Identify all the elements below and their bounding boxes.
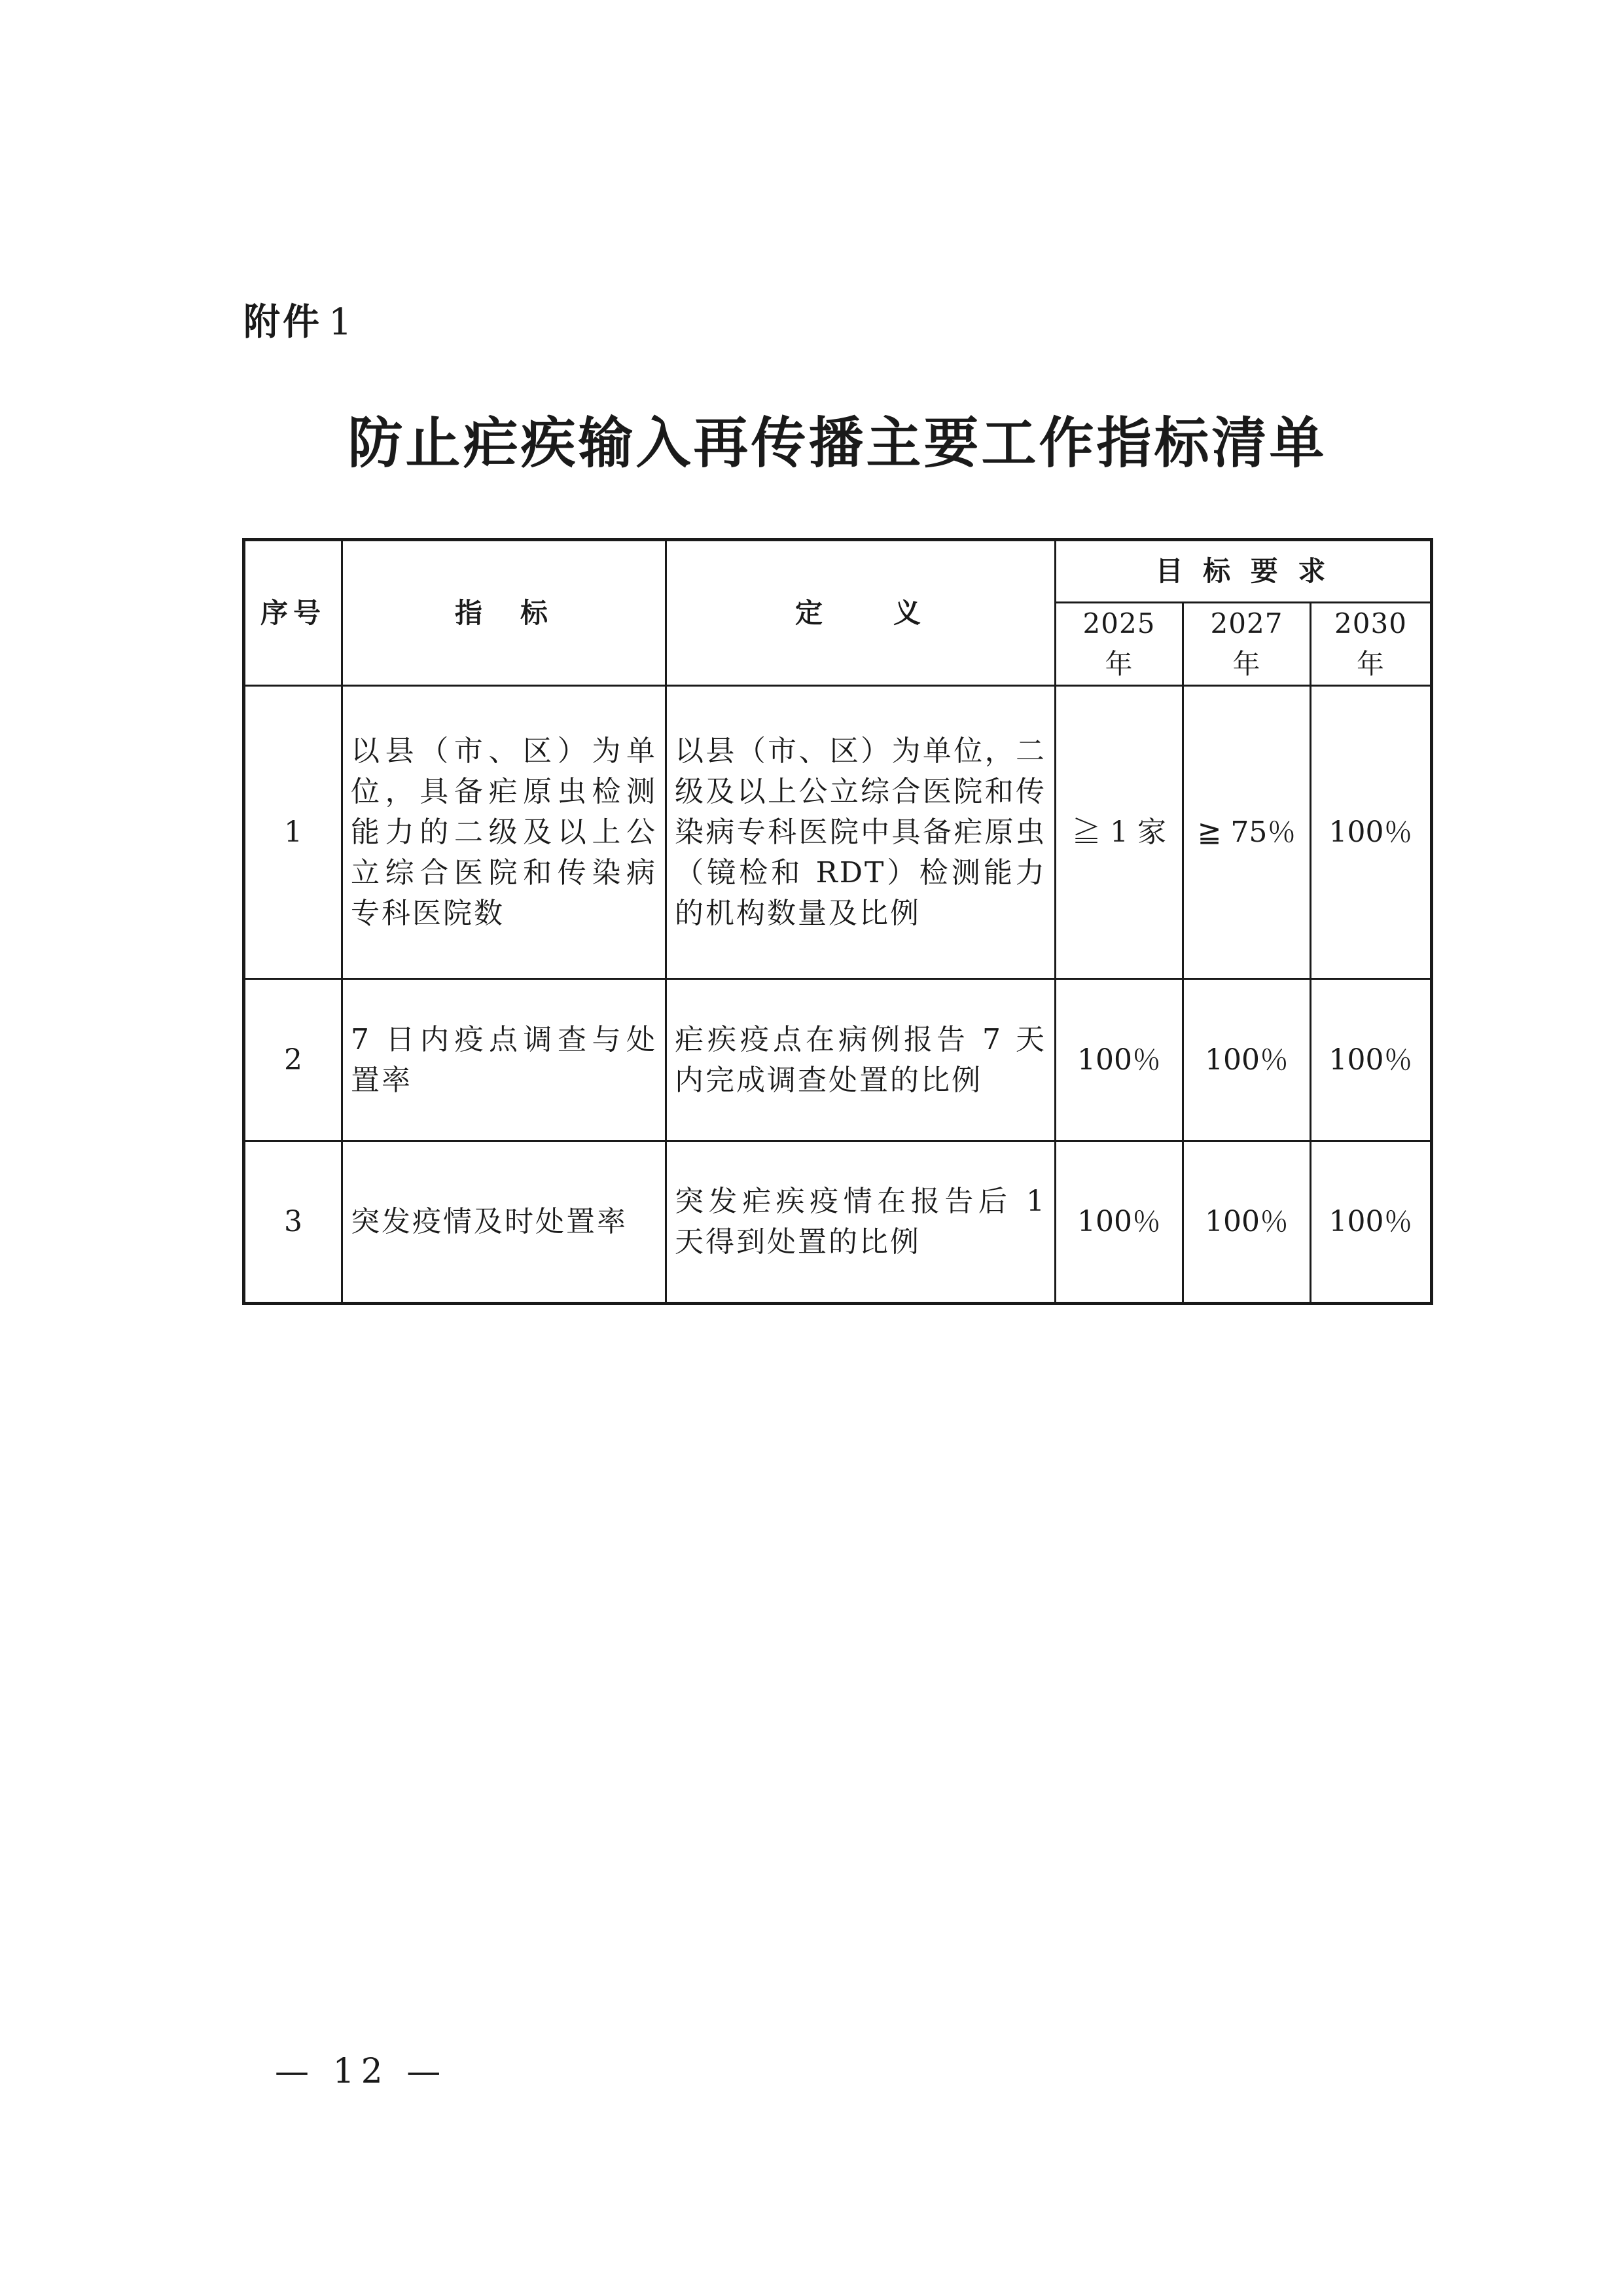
header-target-group: 目 标 要 求 <box>1056 540 1432 603</box>
page-number: — 12 — <box>275 2052 448 2091</box>
row-target-2025: 100％ <box>1056 1141 1183 1304</box>
row-target-2025: ≧ 1 家 <box>1056 686 1183 979</box>
row-number: 2 <box>244 979 342 1141</box>
row-target-2027: 100％ <box>1183 979 1311 1141</box>
table-row <box>244 686 1432 979</box>
row-definition: 以县（市、区）为单位，二级及以上公立综合医院和传染病专科医院中具备疟原虫（镜检和 RDT）检测能力的机构数量及比例 <box>666 686 1056 979</box>
header-definition: 定 义 <box>666 540 1056 686</box>
header-year-2030: 2030 年 <box>1311 603 1432 686</box>
row-target-2025: 100％ <box>1056 979 1183 1141</box>
attachment-label <box>243 293 355 346</box>
table-row <box>244 1141 1432 1304</box>
row-indicator: 以县（市、区）为单位，具备疟原虫检测能力的二级及以上公立综合医院和传染病专科医院数 <box>342 686 666 979</box>
row-target-2030: 100％ <box>1311 686 1432 979</box>
row-definition: 疟疾疫点在病例报告 7 天内完成调查处置的比例 <box>666 979 1056 1141</box>
attachment-label-text: 附件 <box>243 301 322 344</box>
row-target-2027: ≧ 75％ <box>1183 686 1311 979</box>
row-number: 1 <box>244 686 342 979</box>
header-no: 序号 <box>244 540 342 686</box>
document-title: 防止疟疾输入再传播主要工作指标清单 <box>348 410 1327 475</box>
row-target-2027: 100％ <box>1183 1141 1311 1304</box>
header-indicator: 指 标 <box>342 540 666 686</box>
header-year-2027: 2027 年 <box>1183 603 1311 686</box>
row-target-2030: 100％ <box>1311 1141 1432 1304</box>
row-indicator: 突发疫情及时处置率 <box>342 1141 666 1304</box>
row-target-2030: 100％ <box>1311 979 1432 1141</box>
attachment-number: 1 <box>329 301 355 344</box>
table-header-row <box>244 540 1432 603</box>
row-number: 3 <box>244 1141 342 1304</box>
table-row <box>244 979 1432 1141</box>
header-year-2025: 2025 年 <box>1056 603 1183 686</box>
row-indicator: 7 日内疫点调查与处置率 <box>342 979 666 1141</box>
row-definition: 突发疟疾疫情在报告后 1 天得到处置的比例 <box>666 1141 1056 1304</box>
indicator-table <box>242 538 1433 1305</box>
